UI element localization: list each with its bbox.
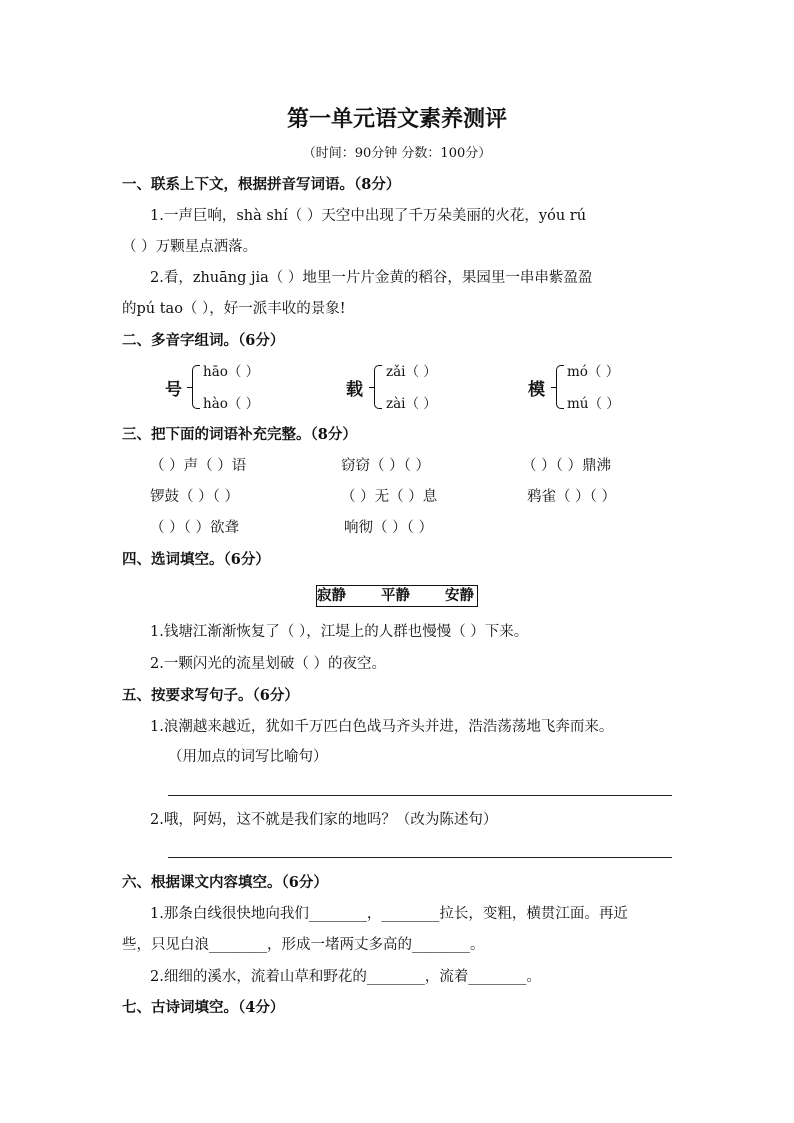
section-7-heading: 七、古诗词填空。（4分） [122, 999, 285, 1016]
page-title: 第一单元语文素养测评 [286, 106, 507, 132]
reading-hao4: hào（ ） [203, 396, 260, 412]
idiom-7: （ ）（ ）欲聋 [150, 520, 239, 536]
reading-zai3: zǎi（ ） [386, 364, 437, 380]
word-choice-box [316, 585, 478, 607]
section-1-heading: 一、联系上下文，根据拼音写词语。（8分） [122, 176, 401, 193]
s1-line-3: 2.看，zhuāng jia（ ）地里一片片金黄的稻谷，果园里一串串紫盈盈 [150, 270, 593, 286]
reading-hao1: hāo（ ） [203, 364, 260, 380]
section-2-heading: 二、多音字组词。（6分） [122, 332, 285, 349]
idiom-4: 锣鼓（ ）（ ） [150, 489, 239, 505]
idiom-5: （ ）无（ ）息 [341, 489, 438, 505]
answer-line-2[interactable] [168, 857, 672, 858]
s4-line-2: 2.一颗闪光的流星划破（ ）的夜空。 [150, 656, 386, 672]
reading-mu: mú（ ） [567, 396, 620, 412]
word-option-2: 平静 [381, 587, 410, 604]
s5-line-1: 1.浪潮越来越近，犹如千万匹白色战马齐头并进，浩浩荡荡地飞奔而来。 [150, 719, 614, 735]
s5-line-2: （用加点的词写比喻句） [168, 749, 328, 765]
section-6-heading: 六、根据课文内容填空。（6分） [122, 874, 328, 891]
s6-line-2: 些，只见白浪________，形成一堵两丈多高的________。 [122, 937, 485, 953]
s6-line-3: 2.细细的溪水，流着山草和野花的________，流着________。 [150, 969, 541, 985]
word-option-3: 安静 [445, 587, 474, 604]
idiom-8: 响彻（ ）（ ） [344, 520, 433, 536]
reading-mo: mó（ ） [567, 364, 620, 380]
word-option-1: 寂静 [317, 587, 346, 604]
brace-3 [556, 365, 564, 409]
polyphone-char-hao: 号 [165, 380, 182, 400]
idiom-2: 窃窃（ ）（ ） [341, 458, 430, 474]
reading-zai4: zài（ ） [386, 396, 437, 412]
s1-line-1: 1.一声巨响，shà shí（ ）天空中出现了千万朵美丽的火花，yóu rú [150, 208, 587, 224]
s5-line-3: 2.哦，阿妈，这不就是我们家的地吗？（改为陈述句） [150, 812, 498, 828]
answer-line-1[interactable] [168, 795, 672, 796]
section-4-heading: 四、选词填空。（6分） [122, 551, 270, 568]
exam-info: （时间：90分钟 分数：100分） [302, 146, 492, 161]
s6-line-1: 1.那条白线很快地向我们________，________拉长，变粗，横贯江面。再近 [150, 906, 628, 922]
section-3-heading: 三、把下面的词语补充完整。（8分） [122, 426, 357, 443]
s1-line-4: 的pú tao（ ），好一派丰收的景象! [122, 301, 346, 317]
brace-2 [374, 365, 382, 409]
idiom-1: （ ）声（ ）语 [150, 458, 247, 474]
s1-line-2: （ ）万颗星点洒落。 [122, 239, 258, 255]
idiom-3: （ ）（ ）鼎沸 [522, 458, 611, 474]
polyphone-char-zai: 载 [346, 380, 363, 400]
polyphone-char-mo: 模 [528, 380, 545, 400]
brace-1 [192, 365, 200, 409]
section-5-heading: 五、按要求写句子。（6分） [122, 687, 299, 704]
idiom-6: 鸦雀（ ）（ ） [527, 489, 616, 505]
s4-line-1: 1.钱塘江渐渐恢复了（ ），江堤上的人群也慢慢（ ）下来。 [150, 624, 529, 640]
